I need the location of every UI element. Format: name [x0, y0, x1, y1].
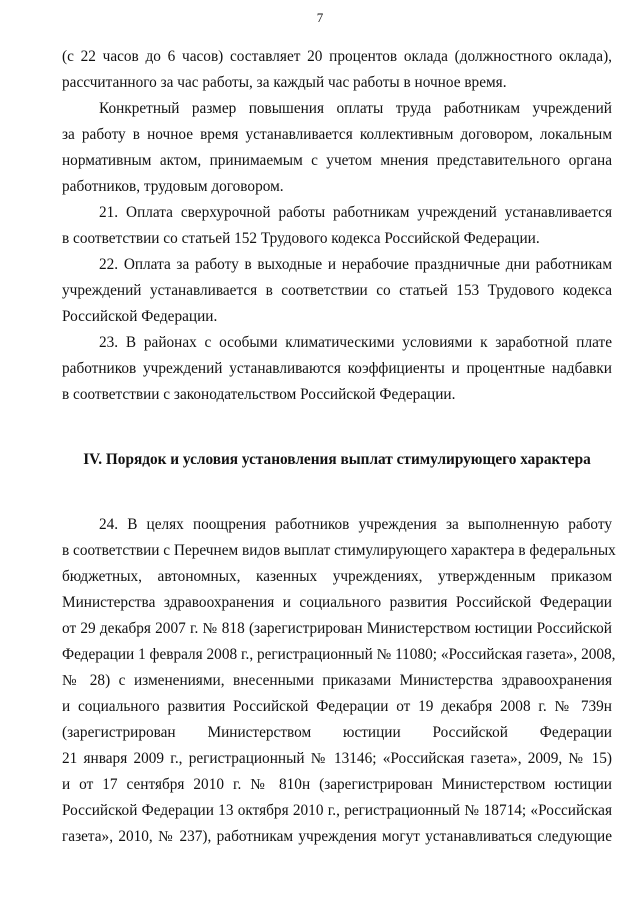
text-line: Министерства здравоохранения и социального развития Российской Федерации	[62, 594, 612, 611]
text-line: в соответствии со статьей 152 Трудового кодекса Российской Федерации.	[62, 230, 540, 247]
text-line: за работу в ночное время устанавливается коллективным договором, локальным	[62, 126, 612, 143]
spacer	[62, 473, 612, 499]
text-line: (зарегистрирован Министерством юстиции Российской Федерации	[62, 724, 612, 741]
text-line: 21. Оплата сверхурочной работы работникам учреждений устанавливается	[99, 204, 612, 221]
paragraph	[62, 252, 612, 330]
text-line: 22. Оплата за работу в выходные и нерабочие праздничные дни работникам	[99, 256, 612, 273]
text-line: в соответствии с Перечнем видов выплат стимулирующего характера в федеральных	[62, 542, 616, 559]
text-line: и социального развития Российской Федерации от 19 декабря 2008 г. № 739н	[62, 698, 612, 715]
text-line: бюджетных, автономных, казенных учреждениях, утвержденным приказом	[62, 568, 612, 585]
paragraph	[62, 512, 616, 850]
document-body	[62, 44, 616, 850]
paragraph	[62, 44, 612, 96]
text-line: Российской Федерации 13 октября 2010 г., регистрационный № 18714; «Российская	[62, 802, 612, 819]
text-line: от 29 декабря 2007 г. № 818 (зарегистрирован Министерством юстиции Российской	[62, 620, 612, 637]
text-line: нормативным актом, принимаемым с учетом мнения представительного органа	[62, 152, 612, 169]
text-line: Федерации 1 февраля 2008 г., регистрационный № 11080; «Российская газета», 2008,	[62, 646, 616, 663]
paragraph	[62, 330, 612, 408]
text-line: работников, трудовым договором.	[62, 178, 284, 195]
spacer	[62, 499, 612, 512]
text-line: 23. В районах с особыми климатическими условиями к заработной плате	[99, 334, 612, 351]
text-line: Российской Федерации.	[62, 308, 218, 325]
text-line: рассчитанного за час работы, за каждый час работы в ночное время.	[62, 74, 507, 91]
text-line: 24. В целях поощрения работников учреждения за выполненную работу	[99, 516, 612, 533]
spacer	[62, 434, 612, 447]
section-heading: IV. Порядок и условия установления выплат стимулирующего характера	[83, 451, 591, 468]
text-line: работников учреждений устанавливаются коэффициенты и процентные надбавки	[62, 360, 612, 377]
text-line: в соответствии с законодательством Российской Федерации.	[62, 386, 456, 403]
text-line: газета», 2010, № 237), работникам учреждения могут устанавливаться следующие	[62, 828, 612, 845]
page-number: 7	[316, 10, 324, 25]
text-line: (с 22 часов до 6 часов) составляет 20 процентов оклада (должностного оклада),	[62, 48, 612, 65]
paragraph	[62, 96, 612, 200]
text-line: и от 17 сентября 2010 г. № 810н (зарегистрирован Министерством юстиции	[62, 776, 612, 793]
spacer	[62, 408, 612, 434]
text-line: учреждений устанавливается в соответствии со статьей 153 Трудового кодекса	[62, 282, 612, 299]
text-line: Конкретный размер повышения оплаты труда работникам учреждений	[99, 100, 612, 117]
text-line: 21 января 2009 г., регистрационный № 13146; «Российская газета», 2009, № 15)	[62, 750, 612, 767]
text-line: № 28) с изменениями, внесенными приказами Министерства здравоохранения	[62, 672, 612, 689]
paragraph	[62, 200, 612, 252]
